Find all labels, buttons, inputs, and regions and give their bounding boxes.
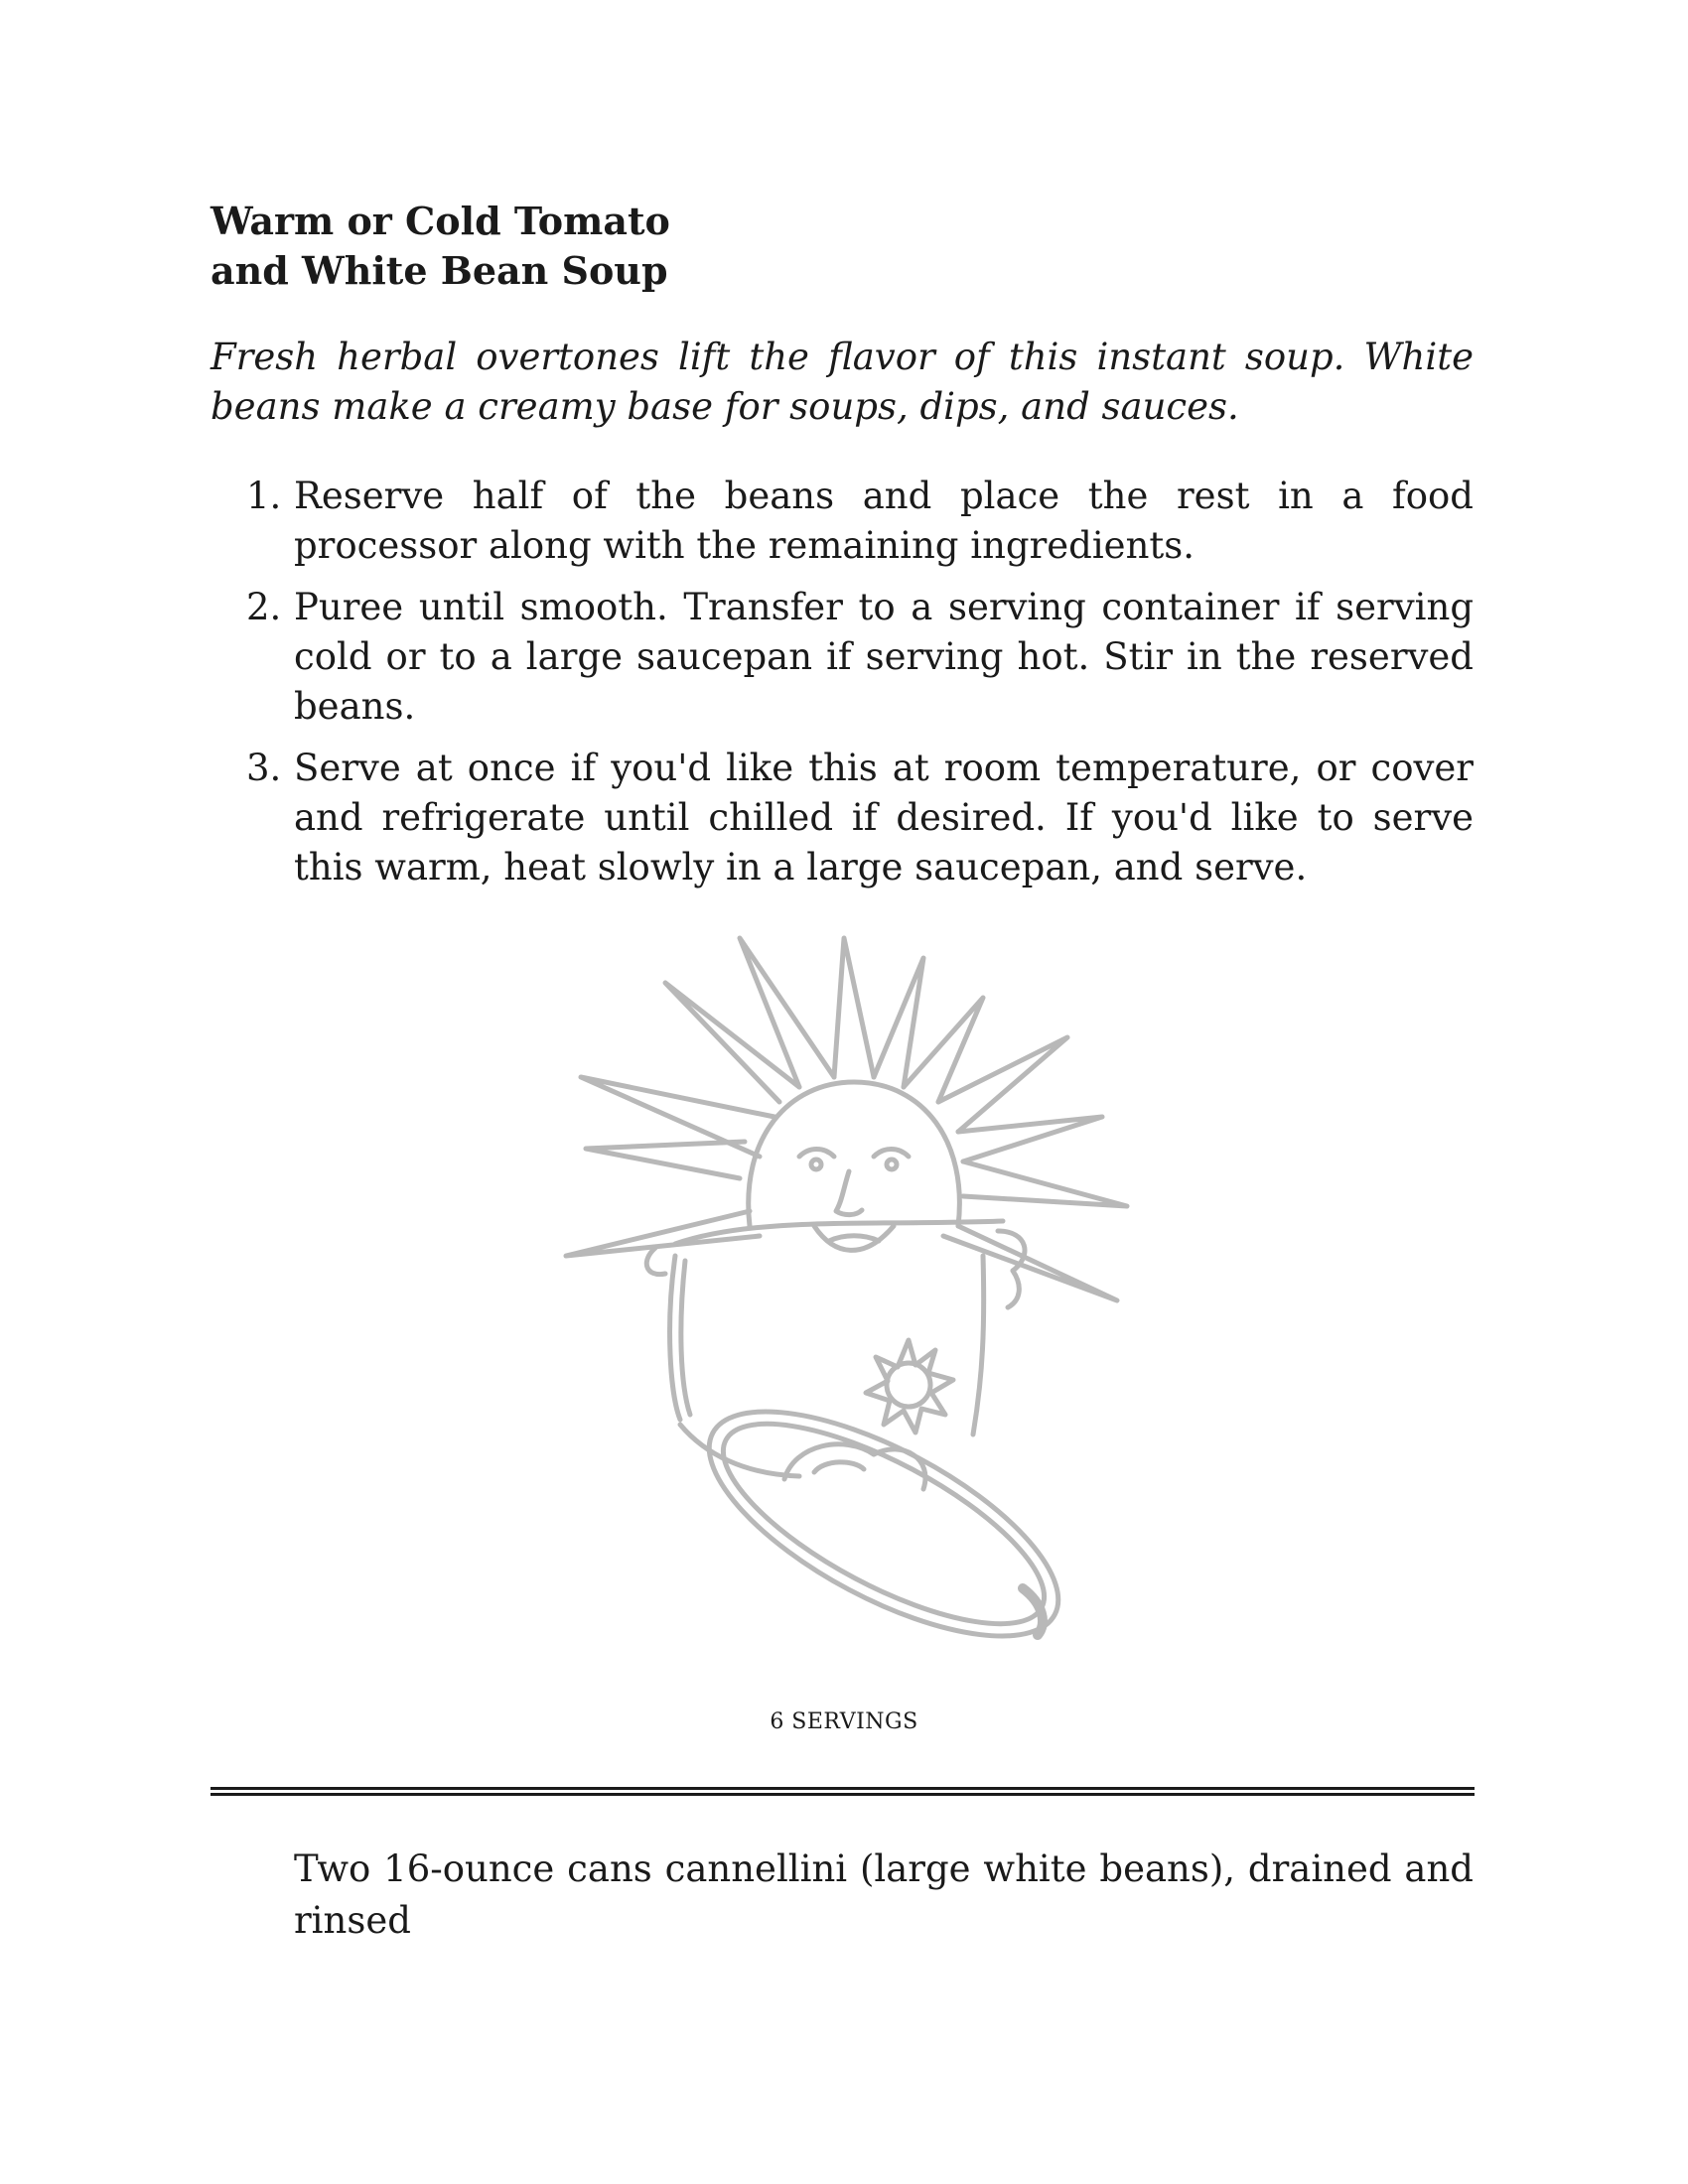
step-item — [211, 472, 1474, 571]
divider-line — [211, 1787, 1475, 1790]
step-item — [211, 744, 1474, 892]
step-text: Serve at once if you'd like this at room temperature, or cover and refrigerate until chilled if desired. If you'd like to serve this warm, heat slowly in a large saucepan, and serve. — [294, 747, 1474, 888]
sun-rays — [566, 938, 1127, 1300]
step-text: Puree until smooth. Transfer to a serving container if serving cold or to a large saucepan if serving hot. Stir in the reserved beans. — [294, 586, 1474, 728]
step-number: 1. — [246, 475, 282, 517]
step-number: 3. — [246, 747, 282, 789]
recipe-title-line-2: and White Bean Soup — [211, 248, 668, 293]
step-text: Reserve half of the beans and place the rest in a food processor along with the remaining ingredients. — [294, 475, 1474, 567]
sun-soup-pot-illustration — [546, 928, 1142, 1643]
recipe-title — [211, 197, 1472, 296]
servings-label: 6 SERVINGS — [770, 1709, 918, 1734]
recipe-intro: Fresh herbal overtones lift the flavor of this instant soup. White beans make a creamy base for soups, dips, and sauces. — [211, 336, 1474, 428]
pot-badge-sun — [866, 1340, 953, 1433]
recipe-steps — [211, 472, 1474, 904]
step-number: 2. — [246, 586, 282, 628]
divider-line — [211, 1793, 1475, 1796]
ingredient-item: Two 16-ounce cans cannellini (large white beans), drained and rinsed — [294, 1847, 1474, 1942]
step-item — [211, 583, 1474, 732]
pot-lid — [678, 1367, 1090, 1643]
recipe-title-line-1: Warm or Cold Tomato — [211, 199, 670, 243]
